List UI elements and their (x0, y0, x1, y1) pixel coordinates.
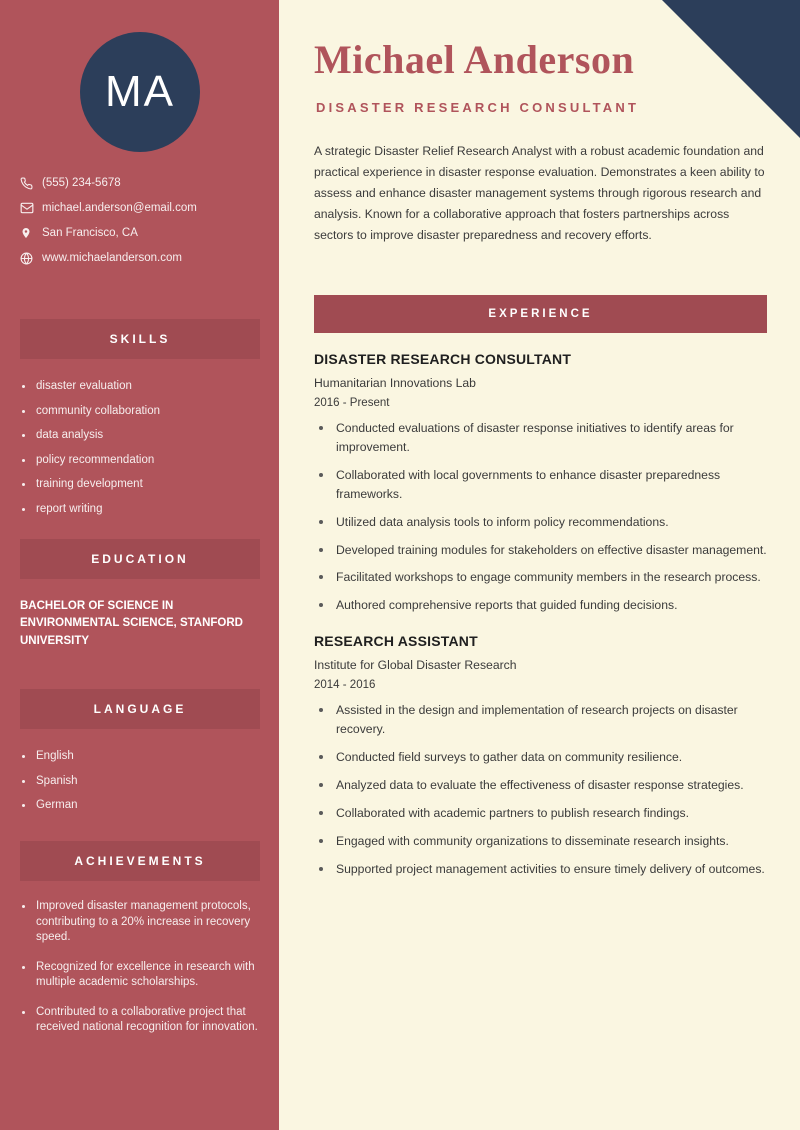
achievements-heading (20, 841, 260, 881)
list-item: Improved disaster management protocols, contributing to a 20% increase in recovery speed. (20, 899, 268, 946)
list-item: Conducted field surveys to gather data on community resilience. (314, 748, 776, 767)
experience-organization: Humanitarian Innovations Lab (314, 376, 476, 390)
experience-heading (314, 295, 767, 333)
envelope-icon (20, 201, 42, 215)
list-item: Spanish (20, 774, 265, 790)
list-item: German (20, 798, 265, 814)
list-item: Contributed to a collaborative project that received national recognition for innovation. (20, 1005, 268, 1036)
globe-icon (20, 251, 42, 265)
list-item: Recognized for excellence in research with multiple academic scholarships. (20, 960, 268, 991)
achievements-heading-label: ACHIEVEMENTS (74, 854, 206, 868)
contact-website (20, 251, 260, 265)
contact-location (20, 226, 260, 240)
avatar-initials: MA (105, 67, 175, 116)
experience-list (314, 351, 774, 897)
list-item: Engaged with community organizations to disseminate research insights. (314, 832, 776, 851)
experience-bullets (314, 419, 774, 615)
phone-icon (20, 176, 42, 190)
experience-dates: 2016 - Present (314, 397, 390, 409)
list-item: English (20, 749, 265, 765)
experience-entry (314, 633, 774, 878)
contact-location-text: San Francisco, CA (42, 227, 138, 239)
education-entry: BACHELOR OF SCIENCE IN ENVIRONMENTAL SCIENCE, STANFORD UNIVERSITY (20, 600, 243, 647)
list-item: Collaborated with local governments to enhance disaster preparedness frameworks. (314, 466, 776, 504)
list-item: Analyzed data to evaluate the effectiveness of disaster response strategies. (314, 776, 776, 795)
experience-heading-label: EXPERIENCE (488, 308, 593, 320)
contact-list (20, 176, 260, 276)
list-item: Conducted evaluations of disaster response initiatives to identify areas for improvement. (314, 419, 776, 457)
map-pin-icon (20, 226, 42, 240)
achievements-list (20, 899, 268, 1045)
experience-organization: Institute for Global Disaster Research (314, 658, 517, 673)
contact-email (20, 201, 260, 215)
experience-dates: 2014 - 2016 (314, 679, 376, 692)
list-item: training development (20, 477, 265, 493)
page-title: Michael Anderson (314, 37, 635, 82)
avatar (80, 32, 200, 152)
language-list (20, 749, 265, 823)
list-item: Developed training modules for stakeholders on effective disaster management. (314, 541, 776, 560)
contact-email-text: michael.anderson@email.com (42, 202, 197, 214)
list-item: Facilitated workshops to engage community members in the research process. (314, 568, 776, 587)
list-item: Utilized data analysis tools to inform policy recommendations. (314, 513, 776, 532)
profile-summary: A strategic Disaster Relief Research Analyst with a robust academic foundation and practical experience in disaster response evaluation. Demonstrates a keen ability to assess and enhance disaster management systems through rigorous research and analysis. Known for a collaborative approach that fosters partnerships across sectors to improve disaster preparedness and recovery efforts. (314, 144, 765, 242)
experience-title: DISASTER RESEARCH CONSULTANT (314, 351, 572, 367)
list-item: report writing (20, 502, 265, 518)
list-item: disaster evaluation (20, 379, 265, 395)
skills-heading-label: SKILLS (109, 332, 171, 346)
education-heading (20, 539, 260, 579)
education-heading-label: EDUCATION (91, 552, 189, 566)
contact-phone-text: (555) 234-5678 (42, 177, 121, 189)
corner-decoration (662, 0, 800, 138)
list-item: policy recommendation (20, 453, 265, 469)
experience-entry (314, 351, 774, 615)
job-role-subtitle: DISASTER RESEARCH CONSULTANT (316, 100, 640, 115)
sidebar (0, 0, 279, 1130)
main-content (285, 0, 800, 1130)
experience-title: RESEARCH ASSISTANT (314, 633, 478, 650)
list-item: Authored comprehensive reports that guided funding decisions. (314, 596, 776, 615)
list-item: community collaboration (20, 404, 265, 420)
language-heading-label: LANGUAGE (93, 702, 187, 716)
skills-list (20, 379, 265, 526)
contact-phone (20, 176, 260, 190)
list-item: Assisted in the design and implementation of research projects on disaster recovery. (314, 701, 776, 739)
skills-heading (20, 319, 260, 359)
list-item: Supported project management activities to ensure timely delivery of outcomes. (314, 860, 776, 879)
list-item: Collaborated with academic partners to publish research findings. (314, 804, 776, 823)
language-heading (20, 689, 260, 729)
experience-bullets (314, 701, 774, 878)
contact-website-text: www.michaelanderson.com (42, 252, 182, 264)
list-item: data analysis (20, 428, 265, 444)
